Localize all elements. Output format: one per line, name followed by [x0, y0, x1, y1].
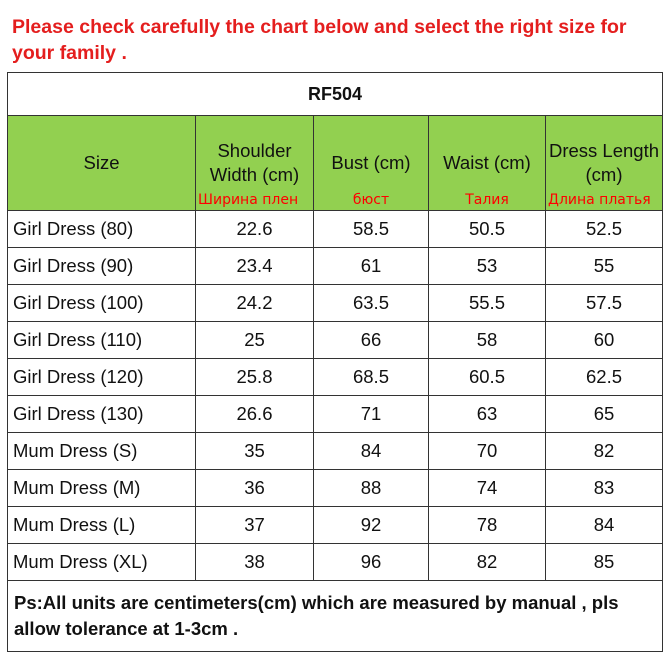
table-row — [8, 248, 663, 285]
cell-shoulder: 26.6 — [196, 396, 314, 433]
header-russian-label: Длина платья — [548, 192, 651, 208]
table-row — [8, 544, 663, 581]
cell-bust: 58.5 — [314, 211, 429, 248]
cell-waist: 82 — [429, 544, 546, 581]
header-label: Waist (cm) — [443, 152, 531, 173]
header-label: Size — [83, 152, 120, 173]
cell-size: Mum Dress (S) — [8, 433, 196, 470]
cell-length: 83 — [546, 470, 663, 507]
table-row — [8, 507, 663, 544]
cell-length: 82 — [546, 433, 663, 470]
cell-bust: 63.5 — [314, 285, 429, 322]
cell-waist: 70 — [429, 433, 546, 470]
cell-length: 84 — [546, 507, 663, 544]
cell-size: Girl Dress (90) — [8, 248, 196, 285]
table-row — [8, 470, 663, 507]
cell-waist: 63 — [429, 396, 546, 433]
header-label: Shoulder Width (cm) — [209, 140, 300, 185]
table-row — [8, 211, 663, 248]
cell-bust: 68.5 — [314, 359, 429, 396]
cell-size: Mum Dress (L) — [8, 507, 196, 544]
header-waist — [429, 116, 546, 211]
cell-waist: 58 — [429, 322, 546, 359]
table-row — [8, 433, 663, 470]
cell-shoulder: 37 — [196, 507, 314, 544]
note-row — [8, 581, 663, 652]
cell-waist: 55.5 — [429, 285, 546, 322]
cell-shoulder: 22.6 — [196, 211, 314, 248]
header-label: Dress Length (cm) — [548, 140, 660, 185]
header-shoulder-width — [196, 116, 314, 211]
cell-shoulder: 38 — [196, 544, 314, 581]
cell-size: Mum Dress (XL) — [8, 544, 196, 581]
model-code: RF504 — [8, 73, 663, 116]
notice-text: Please check carefully the chart below and select the right size for your family . — [12, 16, 627, 64]
tolerance-note: Ps:All units are centimeters(cm) which are measured by manual , pls allow tolerance at 1-3cm . — [8, 581, 663, 652]
cell-bust: 66 — [314, 322, 429, 359]
header-size — [8, 116, 196, 211]
header-russian-label: Талия — [465, 192, 509, 208]
cell-waist: 60.5 — [429, 359, 546, 396]
cell-waist: 74 — [429, 470, 546, 507]
cell-size: Girl Dress (80) — [8, 211, 196, 248]
cell-bust: 71 — [314, 396, 429, 433]
cell-size: Girl Dress (130) — [8, 396, 196, 433]
size-chart-table — [7, 72, 663, 652]
table-row — [8, 396, 663, 433]
header-russian-label: Ширина плен — [198, 192, 299, 208]
cell-shoulder: 36 — [196, 470, 314, 507]
cell-size: Girl Dress (100) — [8, 285, 196, 322]
cell-shoulder: 25 — [196, 322, 314, 359]
header-russian-label: бюст — [352, 192, 390, 208]
cell-length: 57.5 — [546, 285, 663, 322]
cell-length: 85 — [546, 544, 663, 581]
cell-size: Girl Dress (110) — [8, 322, 196, 359]
header-row — [8, 116, 663, 211]
cell-size: Girl Dress (120) — [8, 359, 196, 396]
cell-waist: 53 — [429, 248, 546, 285]
cell-waist: 50.5 — [429, 211, 546, 248]
cell-bust: 96 — [314, 544, 429, 581]
cell-bust: 61 — [314, 248, 429, 285]
cell-bust: 92 — [314, 507, 429, 544]
cell-size: Mum Dress (M) — [8, 470, 196, 507]
cell-shoulder: 25.8 — [196, 359, 314, 396]
model-row — [8, 73, 663, 116]
header-label: Bust (cm) — [331, 152, 411, 173]
table-row — [8, 322, 663, 359]
cell-waist: 78 — [429, 507, 546, 544]
cell-bust: 84 — [314, 433, 429, 470]
cell-shoulder: 23.4 — [196, 248, 314, 285]
cell-length: 52.5 — [546, 211, 663, 248]
cell-length: 62.5 — [546, 359, 663, 396]
cell-bust: 88 — [314, 470, 429, 507]
header-dress-length — [546, 116, 663, 211]
cell-length: 60 — [546, 322, 663, 359]
cell-shoulder: 35 — [196, 433, 314, 470]
table-row — [8, 285, 663, 322]
cell-shoulder: 24.2 — [196, 285, 314, 322]
cell-length: 65 — [546, 396, 663, 433]
table-row — [8, 359, 663, 396]
header-bust — [314, 116, 429, 211]
cell-length: 55 — [546, 248, 663, 285]
